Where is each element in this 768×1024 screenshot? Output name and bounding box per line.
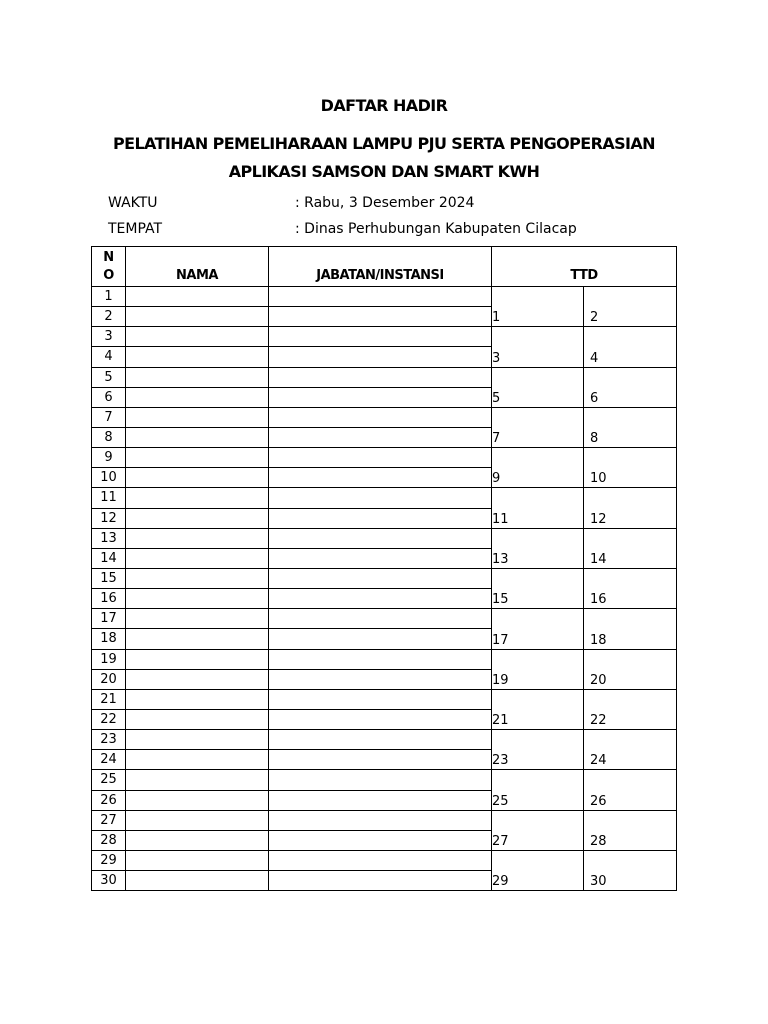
nama-cell[interactable] [126,709,269,729]
jabatan-cell[interactable] [269,871,492,891]
table-row [92,327,677,347]
nama-cell[interactable] [126,287,269,307]
table-body [92,287,677,891]
signature-number: 12 [590,511,607,527]
signature-cell[interactable] [492,730,584,770]
table-row [92,568,677,588]
jabatan-cell[interactable] [269,508,492,528]
jabatan-cell[interactable] [269,689,492,709]
nama-cell[interactable] [126,629,269,649]
nama-cell[interactable] [126,810,269,830]
signature-number: 2 [590,310,599,326]
table-row [92,689,677,709]
signature-number: 28 [590,833,607,849]
signature-cell[interactable] [584,448,677,488]
jabatan-cell[interactable] [269,709,492,729]
signature-number: 10 [590,471,607,487]
nama-cell[interactable] [126,589,269,609]
jabatan-cell[interactable] [269,448,492,468]
signature-number: 1 [492,310,501,326]
jabatan-cell[interactable] [269,427,492,447]
subtitle-line-1: PELATIHAN PEMELIHARAAN LAMPU PJU SERTA PENGOPERASIAN [113,134,655,153]
signature-cell[interactable] [584,609,677,649]
signature-cell[interactable] [584,327,677,367]
column-header-no-line1: N [103,250,114,265]
table-header-row [92,247,677,287]
attendance-table [91,246,677,891]
table-row [92,730,677,750]
nama-cell[interactable] [126,307,269,327]
table-row [92,488,677,508]
signature-number: 29 [492,874,509,890]
row-number: 8 [92,427,126,447]
row-number: 17 [92,609,126,629]
signature-number: 27 [492,833,509,849]
signature-number: 11 [492,511,509,527]
signature-number: 3 [492,350,501,366]
signature-number: 23 [492,753,509,769]
signature-number: 16 [590,592,607,608]
signature-cell[interactable] [584,810,677,850]
jabatan-cell[interactable] [269,609,492,629]
row-number: 4 [92,347,126,367]
nama-cell[interactable] [126,327,269,347]
table-row [92,770,677,790]
signature-number: 17 [492,632,509,648]
jabatan-cell[interactable] [269,810,492,830]
signature-number: 26 [590,793,607,809]
row-number: 11 [92,488,126,508]
row-number: 19 [92,649,126,669]
signature-number: 7 [492,431,501,447]
signature-cell[interactable] [584,568,677,608]
row-number: 28 [92,830,126,850]
nama-cell[interactable] [126,609,269,629]
row-number: 24 [92,750,126,770]
table-row [92,810,677,830]
subtitle-line-2: APLIKASI SAMSON DAN SMART KWH [228,162,540,181]
signature-cell[interactable] [492,488,584,528]
table-row [92,407,677,427]
signature-cell[interactable] [492,367,584,407]
signature-cell[interactable] [492,287,584,327]
column-header-jabatan: JABATAN/INSTANSI [269,247,492,287]
jabatan-cell[interactable] [269,568,492,588]
signature-cell[interactable] [584,488,677,528]
signature-cell[interactable] [584,770,677,810]
row-number: 25 [92,770,126,790]
table-row [92,448,677,468]
signature-number: 8 [590,431,599,447]
nama-cell[interactable] [126,649,269,669]
signature-number: 20 [590,672,607,688]
signature-cell[interactable] [492,770,584,810]
jabatan-cell[interactable] [269,790,492,810]
nama-cell[interactable] [126,468,269,488]
waktu-value: : Rabu, 3 Desember 2024 [295,195,475,211]
table-row [92,649,677,669]
nama-cell[interactable] [126,347,269,367]
jabatan-cell[interactable] [269,850,492,870]
jabatan-cell[interactable] [269,327,492,347]
signature-number: 25 [492,793,509,809]
table-row [92,850,677,870]
table-row [92,609,677,629]
signature-cell[interactable] [492,407,584,447]
nama-cell[interactable] [126,669,269,689]
jabatan-cell[interactable] [269,730,492,750]
nama-cell[interactable] [126,548,269,568]
row-number: 26 [92,790,126,810]
nama-cell[interactable] [126,871,269,891]
jabatan-cell[interactable] [269,387,492,407]
row-number: 27 [92,810,126,830]
signature-cell[interactable] [492,327,584,367]
jabatan-cell[interactable] [269,407,492,427]
signature-cell[interactable] [584,528,677,568]
jabatan-cell[interactable] [269,468,492,488]
jabatan-cell[interactable] [269,488,492,508]
signature-number: 13 [492,551,509,567]
row-number: 10 [92,468,126,488]
column-header-nama: NAMA [126,247,269,287]
jabatan-cell[interactable] [269,629,492,649]
nama-cell[interactable] [126,689,269,709]
nama-cell[interactable] [126,427,269,447]
tempat-label: TEMPAT [108,221,163,237]
jabatan-cell[interactable] [269,287,492,307]
signature-number: 6 [590,390,599,406]
signature-cell[interactable] [584,407,677,447]
nama-cell[interactable] [126,830,269,850]
signature-number: 19 [492,672,509,688]
signature-cell[interactable] [492,609,584,649]
jabatan-cell[interactable] [269,649,492,669]
table-row [92,528,677,548]
signature-cell[interactable] [584,367,677,407]
jabatan-cell[interactable] [269,750,492,770]
jabatan-cell[interactable] [269,770,492,790]
jabatan-cell[interactable] [269,528,492,548]
tempat-value: : Dinas Perhubungan Kabupaten Cilacap [295,221,577,237]
signature-number: 9 [492,471,501,487]
row-number: 9 [92,448,126,468]
signature-cell[interactable] [584,730,677,770]
signature-cell[interactable] [492,649,584,689]
table-row [92,287,677,307]
jabatan-cell[interactable] [269,347,492,367]
signature-number: 22 [590,713,607,729]
signature-cell[interactable] [492,568,584,608]
nama-cell[interactable] [126,387,269,407]
column-header-ttd: TTD [492,247,677,287]
row-number: 14 [92,548,126,568]
row-number: 6 [92,387,126,407]
row-number: 21 [92,689,126,709]
row-number: 1 [92,287,126,307]
nama-cell[interactable] [126,508,269,528]
row-number: 20 [92,669,126,689]
row-number: 5 [92,367,126,387]
signature-cell[interactable] [584,689,677,729]
row-number: 12 [92,508,126,528]
row-number: 13 [92,528,126,548]
jabatan-cell[interactable] [269,548,492,568]
row-number: 18 [92,629,126,649]
signature-cell[interactable] [492,448,584,488]
nama-cell[interactable] [126,770,269,790]
column-header-no [92,247,126,287]
signature-cell[interactable] [492,528,584,568]
signature-number: 14 [590,551,607,567]
signature-cell[interactable] [492,689,584,729]
signature-number: 24 [590,753,607,769]
signature-number: 15 [492,592,509,608]
signature-number: 4 [590,350,599,366]
nama-cell[interactable] [126,568,269,588]
row-number: 15 [92,568,126,588]
jabatan-cell[interactable] [269,830,492,850]
row-number: 3 [92,327,126,347]
signature-cell[interactable] [584,649,677,689]
row-number: 7 [92,407,126,427]
row-number: 22 [92,709,126,729]
row-number: 29 [92,850,126,870]
jabatan-cell[interactable] [269,367,492,387]
signature-number: 18 [590,632,607,648]
nama-cell[interactable] [126,407,269,427]
row-number: 23 [92,730,126,750]
column-header-no-line2: O [103,268,114,283]
jabatan-cell[interactable] [269,669,492,689]
row-number: 16 [92,589,126,609]
table-row [92,367,677,387]
nama-cell[interactable] [126,850,269,870]
nama-cell[interactable] [126,750,269,770]
jabatan-cell[interactable] [269,307,492,327]
signature-number: 5 [492,390,501,406]
signature-cell[interactable] [492,850,584,890]
nama-cell[interactable] [126,448,269,468]
signature-cell[interactable] [492,810,584,850]
nama-cell[interactable] [126,730,269,750]
jabatan-cell[interactable] [269,589,492,609]
nama-cell[interactable] [126,367,269,387]
signature-cell[interactable] [584,850,677,890]
signature-number: 30 [590,874,607,890]
waktu-label: WAKTU [108,195,158,211]
nama-cell[interactable] [126,488,269,508]
row-number: 30 [92,871,126,891]
row-number: 2 [92,307,126,327]
page-title: DAFTAR HADIR [320,96,448,115]
nama-cell[interactable] [126,528,269,548]
signature-number: 21 [492,713,509,729]
nama-cell[interactable] [126,790,269,810]
signature-cell[interactable] [584,287,677,327]
